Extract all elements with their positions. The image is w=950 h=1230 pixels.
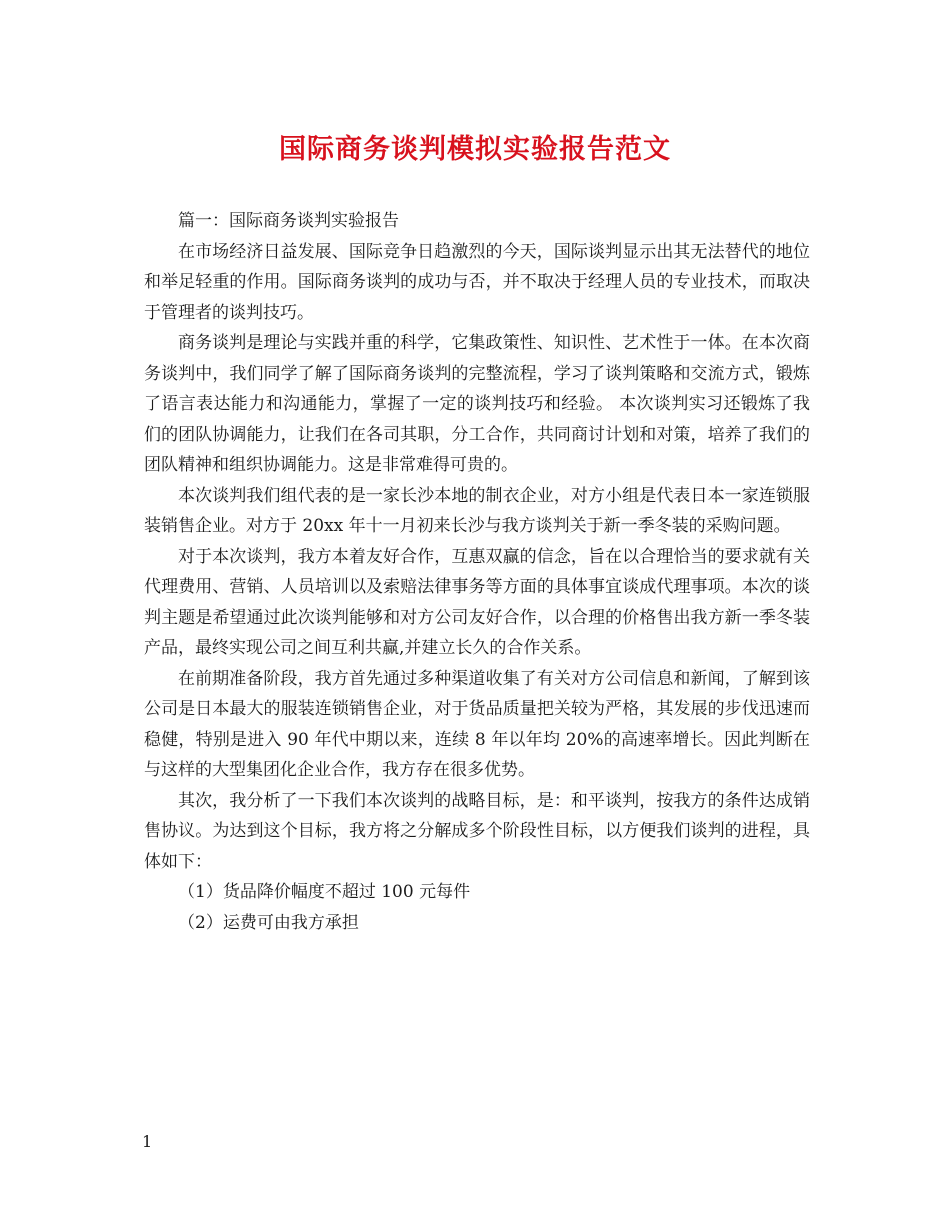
paragraph: 商务谈判是理论与实践并重的科学，它集政策性、知识性、艺术性于一体。在本次商务谈判中，我们同学了解了国际商务谈判的完整流程，学习了谈判策略和交流方式，锻炼了语言表达能力和沟通能力，掌握了一定的谈判技巧和经验。 本次谈判实习还锻炼了我们的团队协调能力，让我们在各司其职，分工合作，共同商讨计划和对策，培养了我们的团队精神和组织协调能力。这是非常难得可贵的。: [144, 333, 810, 475]
paragraph: 本次谈判我们组代表的是一家长沙本地的制衣企业，对方小组是代表日本一家连锁服装销售企业。对方于 20xx 年十一月初来长沙与我方谈判关于新一季冬装的采购问题。: [144, 485, 810, 536]
list-item: （1）货品降价幅度不超过 100 元每件: [178, 882, 471, 902]
paragraph: 在市场经济日益发展、国际竞争日趋激烈的今天，国际谈判显示出其无法替代的地位和举足轻重的作用。国际商务谈判的成功与否，并不取决于经理人员的专业技术，而取决于管理者的谈判技巧。: [144, 241, 810, 323]
list-item: （2）运费可由我方承担: [178, 912, 359, 933]
paragraph: 其次，我分析了一下我们本次谈判的战略目标，是：和平谈判，按我方的条件达成销售协议。为达到这个目标，我方将之分解成多个阶段性目标，以方便我们谈判的进程，具体如下：: [144, 790, 810, 872]
paragraph: 对于本次谈判，我方本着友好合作，互惠双赢的信念，旨在以合理恰当的要求就有关代理费用、营销、人员培训以及索赔法律事务等方面的具体事宜谈成代理事项。本次的谈判主题是希望通过此次谈判能够和对方公司友好合作，以合理的价格售出我方新一季冬装产品，最终实现公司之间互利共赢,并建立长久的合作关系。: [144, 546, 810, 658]
paragraph: 在前期准备阶段，我方首先通过多种渠道收集了有关对方公司信息和新闻，了解到该公司是日本最大的服装连锁销售企业，对于货品质量把关较为严格，其发展的步伐迅速而稳健，特别是进入 90 年代中期以来，连续 8 年以年均 20%的高速率增长。因此判断在与这样的大型集团化企业合作，我方存在很多优势。: [144, 668, 810, 780]
document-title: 国际商务谈判模拟实验报告范文: [279, 134, 671, 165]
page-number: 1: [142, 1132, 153, 1151]
section-heading: 篇一：国际商务谈判实验报告: [178, 211, 399, 231]
document-body: [144, 206, 810, 938]
